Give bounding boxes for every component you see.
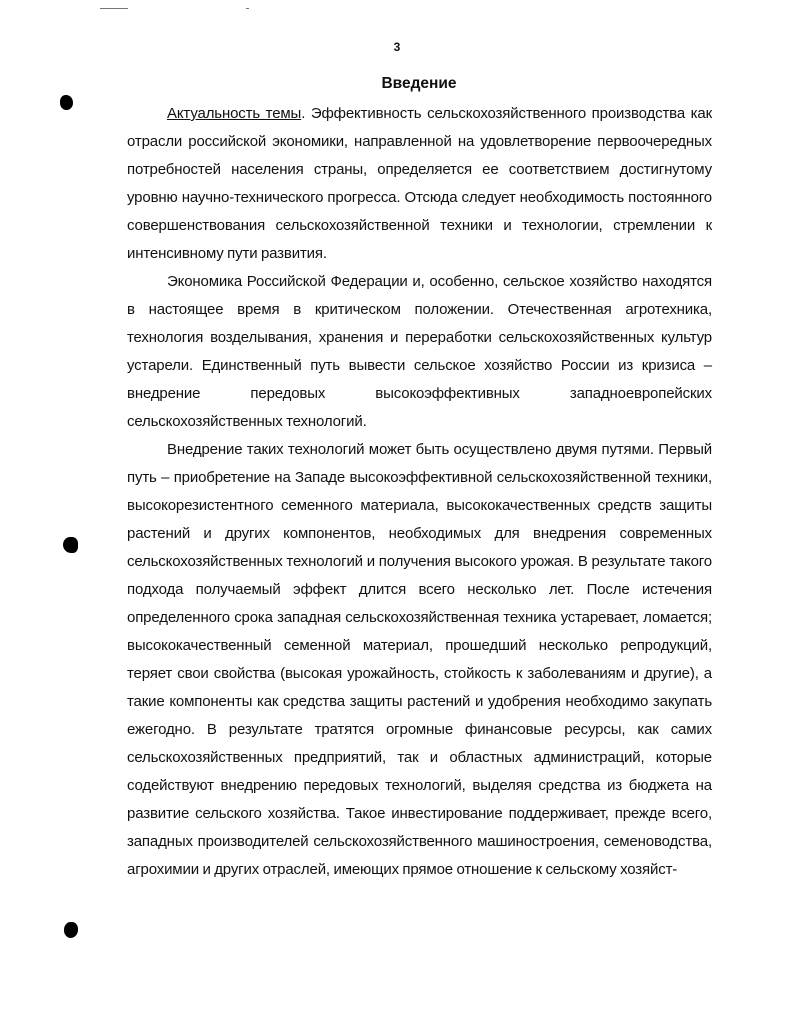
hole-punch-mark [64, 922, 78, 938]
scan-artifact [246, 8, 249, 9]
scan-artifact [100, 8, 128, 9]
paragraph-economy: Экономика Российской Федерации и, особенно, сельское хозяйство находятся в настоящее время в критическом положении. Отечественная агротехника, технология возделывания, хранения и переработки сельскохозяйственных культур устарели. Единственный путь вывести сельское хозяйство России из кризиса – внедрение передовых высокоэффективных западноевропейских сельскохозяйственных технологий. [127, 273, 712, 430]
hole-punch-mark [63, 537, 78, 553]
paragraph-implementation: Внедрение таких технологий может быть осуществлено двумя путями. Первый путь – приобретение на Западе высокоэффективной сельскохозяйственной техники, высокорезистентного семенного материала, высококачественных средств защиты растений и других компонентов, необходимых для внедрения современных сельскохозяйственных технологий и получения высокого урожая. В результате такого подхода получаемый эффект длится всего несколько лет. После истечения определенного срока западная сельскохозяйственная техника устаревает, ломается; высококачественный семенной материал, прошедший несколько репродукций, теряет свои свойства (высокая урожайность, стойкость к заболеваниям и другие), а такие компоненты как средства защиты растений и удобрения необходимо закупать ежегодно. В результате тратятся огромные финансовые ресурсы, как самих сельскохозяйственных предприятий, так и областных администраций, которые содействуют внедрению передовых технологий, выделяя средства из бюджета на развитие сельского хозяйства. Такое инвестирование поддерживает, прежде всего, западных производителей сельскохозяйственного машиностроения, семеноводства, агрохимии и других отраслей, имеющих прямое отношение к сельскому хозяйст- [127, 441, 712, 878]
paragraph-relevance [127, 100, 712, 268]
body-text [127, 100, 712, 884]
paragraph-text: . Эффективность сельскохозяйственного производства как отрасли российской экономики, направленной на удовлетворение первоочередных потребностей населения страны, определяется ее соответствием достигнутому уровню научно-технического прогресса. Отсюда следует необходимость постоянного совершенствования сельскохозяйственной техники и технологии, стремлении к интенсивному пути развития. [127, 105, 712, 262]
relevance-label: Актуальность темы [167, 105, 302, 122]
hole-punch-mark [60, 95, 73, 110]
section-heading: Введение [381, 75, 457, 92]
page-number: 3 [393, 40, 401, 54]
